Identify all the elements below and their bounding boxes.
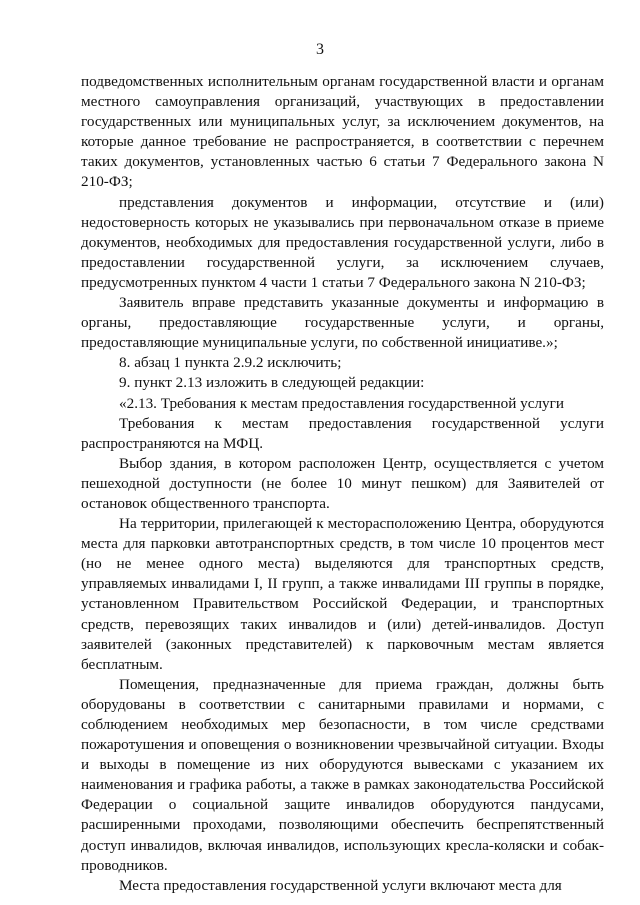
page-number: 3 [316, 41, 324, 58]
paragraph: Выбор здания, в котором расположен Центр, осуществляется с учетом пешеходной доступности (не более 10 минут пешком) для Заявителей от остановок общественного транспорта. [81, 454, 604, 512]
paragraph: Места предоставления государственной услуги включают места для [119, 876, 562, 894]
paragraph: На территории, прилегающей к месторасположению Центра, оборудуются места для парковки автотранспортных средств, в том числе 10 процентов мест (но не менее одного места) выделяются для транспортных средств, управляемых инвалидами I, II групп, а также инвалидами III группы в порядке, установленном Правительством Российской Федерации, и транспортных средств, перевозящих таких инвалидов и (или) детей-инвалидов. Доступ заявителей (законных представителей) к парковочным местам является бесплатным. [81, 515, 604, 673]
paragraph: 9. пункт 2.13 изложить в следующей редакции: [119, 374, 425, 392]
paragraph: 8. абзац 1 пункта 2.9.2 исключить; [119, 354, 342, 372]
paragraph: Заявитель вправе представить указанные документы и информацию в органы, предоставляющие государственные услуги, и органы, предоставляющие муниципальные услуги, по собственной инициативе.»; [81, 294, 604, 352]
section-heading: «2.13. Требования к местам предоставления государственной услуги [119, 394, 564, 412]
paragraph: представления документов и информации, отсутствие и (или) недостоверность которых не указывались при первоначальном отказе в приеме документов, необходимых для предоставления государственной услуги, либо в предоставлении государственной услуги, за исключением случаев, предусмотренных пунктом 4 части 1 статьи 7 Федерального закона N 210-ФЗ; [81, 193, 604, 291]
paragraph: Требования к местам предоставления государственной услуги распространяются на МФЦ. [81, 414, 604, 452]
document-body [81, 72, 604, 896]
paragraph: подведомственных исполнительным органам государственной власти и органам местного самоуправления организаций, участвующих в предоставлении государственных или муниципальных услуг, за исключением документов, на которые данное требование не распространяется, в соответствии с перечнем таких документов, установленных частью 6 статьи 7 Федерального закона N 210-ФЗ; [81, 73, 604, 191]
paragraph: Помещения, предназначенные для приема граждан, должны быть оборудованы в соответствии с санитарными правилами и нормами, с соблюдением необходимых мер безопасности, в том числе средствами пожаротушения и оповещения о возникновении чрезвычайной ситуации. Входы и выходы в помещение из них оборудуются вывесками с указанием их наименования и графика работы, а также в рамках законодательства Российской Федерации о социальной защите инвалидов оборудуются пандусами, расширенными проходами, позволяющими обеспечить беспрепятственный доступ инвалидов, включая инвалидов, использующих кресла-коляски и собак-проводников. [81, 675, 604, 874]
